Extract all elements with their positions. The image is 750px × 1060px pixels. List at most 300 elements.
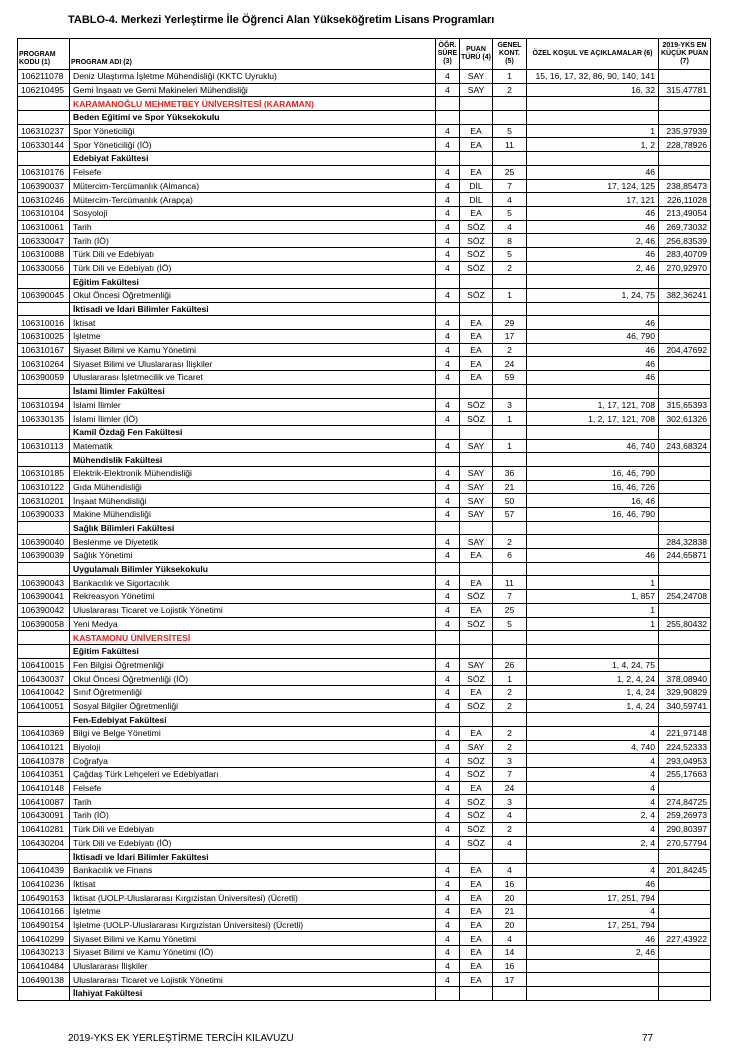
min-score-cell: 270,57794 bbox=[659, 836, 711, 850]
score-type-cell: SAY bbox=[460, 466, 493, 480]
conditions-cell: 1, 4, 24 bbox=[527, 699, 659, 713]
duration-cell: 4 bbox=[436, 590, 460, 604]
conditions-cell: 17, 251, 794 bbox=[527, 918, 659, 932]
header-conditions: ÖZEL KOŞUL VE AÇIKLAMALAR (6) bbox=[527, 39, 659, 70]
program-name-cell: Gıda Mühendisliği bbox=[70, 480, 436, 494]
program-code-cell: 106410087 bbox=[18, 795, 70, 809]
program-name-cell: İşletme bbox=[70, 904, 436, 918]
quota-cell: 6 bbox=[493, 549, 527, 563]
conditions-cell: 1, 2, 17, 121, 708 bbox=[527, 412, 659, 426]
score-type-cell: SÖZ bbox=[460, 795, 493, 809]
program-row bbox=[18, 685, 711, 699]
program-code-cell bbox=[18, 562, 70, 576]
quota-cell: 25 bbox=[493, 603, 527, 617]
duration-cell: 4 bbox=[436, 904, 460, 918]
score-type-cell: SÖZ bbox=[460, 398, 493, 412]
program-code-cell: 106410015 bbox=[18, 658, 70, 672]
quota-cell: 7 bbox=[493, 590, 527, 604]
quota-cell: 7 bbox=[493, 179, 527, 193]
min-score-cell: 255,80432 bbox=[659, 617, 711, 631]
duration-cell: 4 bbox=[436, 795, 460, 809]
program-row bbox=[18, 220, 711, 234]
conditions-cell: 46 bbox=[527, 316, 659, 330]
duration-cell: 4 bbox=[436, 959, 460, 973]
score-type-cell: EA bbox=[460, 576, 493, 590]
program-code-cell: 106310061 bbox=[18, 220, 70, 234]
min-score-cell bbox=[659, 521, 711, 535]
duration-cell: 4 bbox=[436, 918, 460, 932]
quota-cell: 16 bbox=[493, 959, 527, 973]
score-type-cell bbox=[460, 713, 493, 727]
quota-cell: 11 bbox=[493, 138, 527, 152]
score-type-cell bbox=[460, 152, 493, 166]
program-row bbox=[18, 590, 711, 604]
program-code-cell: 106330047 bbox=[18, 234, 70, 248]
duration-cell: 4 bbox=[436, 206, 460, 220]
quota-cell: 21 bbox=[493, 480, 527, 494]
score-type-cell: EA bbox=[460, 371, 493, 385]
duration-cell: 4 bbox=[436, 973, 460, 987]
program-name-cell: Türk Dili ve Edebiyatı bbox=[70, 822, 436, 836]
duration-cell: 4 bbox=[436, 932, 460, 946]
duration-cell bbox=[436, 521, 460, 535]
score-type-cell: EA bbox=[460, 357, 493, 371]
program-code-cell: 106390039 bbox=[18, 549, 70, 563]
program-name-cell: Fen-Edebiyat Fakültesi bbox=[70, 713, 436, 727]
program-row bbox=[18, 83, 711, 97]
program-name-cell: Deniz Ulaştırma İşletme Mühendisliği (KKTC Uyruklu) bbox=[70, 70, 436, 84]
program-row bbox=[18, 439, 711, 453]
conditions-cell bbox=[527, 959, 659, 973]
program-row bbox=[18, 466, 711, 480]
quota-cell bbox=[493, 152, 527, 166]
conditions-cell: 1, 17, 121, 708 bbox=[527, 398, 659, 412]
duration-cell: 4 bbox=[436, 781, 460, 795]
program-name-cell: İslami İlimler bbox=[70, 398, 436, 412]
score-type-cell: EA bbox=[460, 603, 493, 617]
program-code-cell: 106390059 bbox=[18, 371, 70, 385]
program-name-cell: İşletme bbox=[70, 330, 436, 344]
conditions-cell: 46, 790 bbox=[527, 330, 659, 344]
min-score-cell bbox=[659, 165, 711, 179]
program-code-cell: 106211078 bbox=[18, 70, 70, 84]
program-name-cell: İktisat bbox=[70, 877, 436, 891]
quota-cell: 11 bbox=[493, 576, 527, 590]
program-name-cell: Sağlık Yönetimi bbox=[70, 549, 436, 563]
min-score-cell bbox=[659, 466, 711, 480]
conditions-cell: 2, 4 bbox=[527, 836, 659, 850]
program-name-cell: İktisadi ve İdari Bilimler Fakültesi bbox=[70, 850, 436, 864]
quota-cell bbox=[493, 302, 527, 316]
duration-cell: 4 bbox=[436, 165, 460, 179]
program-row bbox=[18, 289, 711, 303]
min-score-cell: 238,85473 bbox=[659, 179, 711, 193]
program-row bbox=[18, 781, 711, 795]
program-name-cell: İslami İlimler Fakültesi bbox=[70, 384, 436, 398]
min-score-cell bbox=[659, 330, 711, 344]
program-name-cell: Beslenme ve Diyetetik bbox=[70, 535, 436, 549]
program-name-cell: Çağdaş Türk Lehçeleri ve Edebiyatları bbox=[70, 768, 436, 782]
min-score-cell: 201,84245 bbox=[659, 863, 711, 877]
score-type-cell: EA bbox=[460, 549, 493, 563]
conditions-cell: 1, 857 bbox=[527, 590, 659, 604]
duration-cell: 4 bbox=[436, 809, 460, 823]
program-name-cell: İslami İlimler (İÖ) bbox=[70, 412, 436, 426]
faculty-row bbox=[18, 713, 711, 727]
conditions-cell: 46 bbox=[527, 247, 659, 261]
quota-cell: 57 bbox=[493, 508, 527, 522]
min-score-cell bbox=[659, 918, 711, 932]
conditions-cell: 4 bbox=[527, 727, 659, 741]
program-code-cell: 106330056 bbox=[18, 261, 70, 275]
program-code-cell bbox=[18, 644, 70, 658]
program-name-cell: Mütercim-Tercümanlık (Almanca) bbox=[70, 179, 436, 193]
min-score-cell: 382,36241 bbox=[659, 289, 711, 303]
header-program-name: PROGRAM ADI (2) bbox=[70, 39, 436, 70]
program-code-cell: 106410484 bbox=[18, 959, 70, 973]
program-code-cell: 106430213 bbox=[18, 946, 70, 960]
score-type-cell: SAY bbox=[460, 494, 493, 508]
header-program-code: PROGRAM KODU (1) bbox=[18, 39, 70, 70]
program-code-cell bbox=[18, 521, 70, 535]
quota-cell: 2 bbox=[493, 685, 527, 699]
score-type-cell: EA bbox=[460, 165, 493, 179]
conditions-cell bbox=[527, 987, 659, 1001]
quota-cell: 20 bbox=[493, 918, 527, 932]
score-type-cell bbox=[460, 384, 493, 398]
conditions-cell: 4 bbox=[527, 781, 659, 795]
header-duration: ÖĞR. SÜRE (3) bbox=[436, 39, 460, 70]
min-score-cell: 213,49054 bbox=[659, 206, 711, 220]
program-row bbox=[18, 247, 711, 261]
program-code-cell: 106430204 bbox=[18, 836, 70, 850]
duration-cell: 4 bbox=[436, 494, 460, 508]
score-type-cell: SÖZ bbox=[460, 220, 493, 234]
score-type-cell: SÖZ bbox=[460, 754, 493, 768]
score-type-cell: EA bbox=[460, 685, 493, 699]
program-code-cell: 106410148 bbox=[18, 781, 70, 795]
min-score-cell: 235,97939 bbox=[659, 124, 711, 138]
quota-cell: 21 bbox=[493, 904, 527, 918]
duration-cell: 4 bbox=[436, 768, 460, 782]
program-code-cell bbox=[18, 453, 70, 467]
program-code-cell: 106390043 bbox=[18, 576, 70, 590]
program-row bbox=[18, 535, 711, 549]
program-row bbox=[18, 699, 711, 713]
program-row bbox=[18, 165, 711, 179]
university-row bbox=[18, 97, 711, 111]
quota-cell: 24 bbox=[493, 357, 527, 371]
score-type-cell: SAY bbox=[460, 480, 493, 494]
quota-cell: 4 bbox=[493, 809, 527, 823]
score-type-cell bbox=[460, 850, 493, 864]
quota-cell: 59 bbox=[493, 371, 527, 385]
program-name-cell: Mühendislik Fakültesi bbox=[70, 453, 436, 467]
program-name-cell: İşletme (UOLP-Uluslararası Kırgızistan Üniversitesi) (Ücretli) bbox=[70, 918, 436, 932]
conditions-cell: 46 bbox=[527, 357, 659, 371]
program-code-cell: 106390041 bbox=[18, 590, 70, 604]
program-row bbox=[18, 822, 711, 836]
quota-cell: 2 bbox=[493, 261, 527, 275]
score-type-cell: EA bbox=[460, 891, 493, 905]
program-code-cell: 106430037 bbox=[18, 672, 70, 686]
duration-cell: 4 bbox=[436, 412, 460, 426]
score-type-cell: EA bbox=[460, 343, 493, 357]
conditions-cell: 1, 24, 75 bbox=[527, 289, 659, 303]
duration-cell: 4 bbox=[436, 685, 460, 699]
program-code-cell: 106330135 bbox=[18, 412, 70, 426]
quota-cell: 5 bbox=[493, 247, 527, 261]
min-score-cell: 228,78926 bbox=[659, 138, 711, 152]
conditions-cell bbox=[527, 644, 659, 658]
conditions-cell bbox=[527, 111, 659, 125]
quota-cell: 4 bbox=[493, 836, 527, 850]
min-score-cell bbox=[659, 302, 711, 316]
conditions-cell: 17, 251, 794 bbox=[527, 891, 659, 905]
program-code-cell: 106390037 bbox=[18, 179, 70, 193]
program-name-cell: Kamil Özdağ Fen Fakültesi bbox=[70, 425, 436, 439]
program-row bbox=[18, 371, 711, 385]
duration-cell: 4 bbox=[436, 727, 460, 741]
program-code-cell: 106410299 bbox=[18, 932, 70, 946]
program-code-cell: 106310237 bbox=[18, 124, 70, 138]
min-score-cell: 315,47781 bbox=[659, 83, 711, 97]
program-row bbox=[18, 179, 711, 193]
quota-cell: 14 bbox=[493, 946, 527, 960]
program-row bbox=[18, 261, 711, 275]
score-type-cell bbox=[460, 275, 493, 289]
program-row bbox=[18, 727, 711, 741]
program-name-cell: Siyaset Bilimi ve Uluslararası İlişkiler bbox=[70, 357, 436, 371]
min-score-cell bbox=[659, 973, 711, 987]
program-name-cell: Okul Öncesi Öğretmenliği bbox=[70, 289, 436, 303]
score-type-cell bbox=[460, 453, 493, 467]
program-row bbox=[18, 836, 711, 850]
program-name-cell: Spor Yöneticiliği bbox=[70, 124, 436, 138]
quota-cell bbox=[493, 644, 527, 658]
min-score-cell: 243,68324 bbox=[659, 439, 711, 453]
min-score-cell bbox=[659, 987, 711, 1001]
min-score-cell: 226,11028 bbox=[659, 193, 711, 207]
conditions-cell bbox=[527, 425, 659, 439]
quota-cell bbox=[493, 987, 527, 1001]
program-code-cell: 106410121 bbox=[18, 740, 70, 754]
program-name-cell: Biyoloji bbox=[70, 740, 436, 754]
min-score-cell bbox=[659, 316, 711, 330]
program-code-cell: 106310122 bbox=[18, 480, 70, 494]
score-type-cell: SÖZ bbox=[460, 590, 493, 604]
conditions-cell bbox=[527, 384, 659, 398]
footer-guide-title: 2019-YKS EK YERLEŞTİRME TERCİH KILAVUZU bbox=[68, 1033, 294, 1044]
conditions-cell: 46 bbox=[527, 220, 659, 234]
program-code-cell: 106410378 bbox=[18, 754, 70, 768]
score-type-cell: SÖZ bbox=[460, 261, 493, 275]
program-row bbox=[18, 234, 711, 248]
quota-cell: 4 bbox=[493, 863, 527, 877]
score-type-cell bbox=[460, 425, 493, 439]
program-code-cell: 106310201 bbox=[18, 494, 70, 508]
conditions-cell: 4 bbox=[527, 863, 659, 877]
min-score-cell bbox=[659, 111, 711, 125]
duration-cell bbox=[436, 850, 460, 864]
program-name-cell: İktisadi ve İdari Bilimler Fakültesi bbox=[70, 302, 436, 316]
min-score-cell bbox=[659, 946, 711, 960]
quota-cell: 2 bbox=[493, 822, 527, 836]
duration-cell: 4 bbox=[436, 946, 460, 960]
conditions-cell: 46 bbox=[527, 877, 659, 891]
program-name-cell: Rekreasyon Yönetimi bbox=[70, 590, 436, 604]
program-row bbox=[18, 809, 711, 823]
conditions-cell bbox=[527, 562, 659, 576]
min-score-cell bbox=[659, 275, 711, 289]
score-type-cell bbox=[460, 97, 493, 111]
duration-cell: 4 bbox=[436, 836, 460, 850]
duration-cell: 4 bbox=[436, 138, 460, 152]
program-code-cell bbox=[18, 713, 70, 727]
program-row bbox=[18, 904, 711, 918]
program-row bbox=[18, 508, 711, 522]
quota-cell: 2 bbox=[493, 535, 527, 549]
duration-cell: 4 bbox=[436, 754, 460, 768]
quota-cell: 1 bbox=[493, 672, 527, 686]
duration-cell: 4 bbox=[436, 220, 460, 234]
quota-cell: 5 bbox=[493, 124, 527, 138]
quota-cell bbox=[493, 384, 527, 398]
min-score-cell bbox=[659, 384, 711, 398]
program-name-cell: Bankacılık ve Finans bbox=[70, 863, 436, 877]
faculty-row bbox=[18, 111, 711, 125]
duration-cell bbox=[436, 97, 460, 111]
program-name-cell: Uluslararası İlişkiler bbox=[70, 959, 436, 973]
quota-cell: 24 bbox=[493, 781, 527, 795]
program-code-cell: 106310025 bbox=[18, 330, 70, 344]
min-score-cell bbox=[659, 658, 711, 672]
quota-cell: 2 bbox=[493, 83, 527, 97]
min-score-cell: 283,40709 bbox=[659, 247, 711, 261]
duration-cell: 4 bbox=[436, 289, 460, 303]
conditions-cell: 4 bbox=[527, 904, 659, 918]
duration-cell: 4 bbox=[436, 439, 460, 453]
duration-cell: 4 bbox=[436, 343, 460, 357]
min-score-cell: 269,73032 bbox=[659, 220, 711, 234]
min-score-cell: 340,59741 bbox=[659, 699, 711, 713]
quota-cell bbox=[493, 425, 527, 439]
faculty-row bbox=[18, 384, 711, 398]
quota-cell: 4 bbox=[493, 932, 527, 946]
conditions-cell: 16, 32 bbox=[527, 83, 659, 97]
faculty-row bbox=[18, 152, 711, 166]
program-name-cell: Tarih (İÖ) bbox=[70, 809, 436, 823]
conditions-cell bbox=[527, 302, 659, 316]
score-type-cell: EA bbox=[460, 863, 493, 877]
duration-cell: 4 bbox=[436, 316, 460, 330]
duration-cell: 4 bbox=[436, 247, 460, 261]
faculty-row bbox=[18, 302, 711, 316]
faculty-row bbox=[18, 453, 711, 467]
program-row bbox=[18, 316, 711, 330]
min-score-cell bbox=[659, 891, 711, 905]
program-name-cell: Siyaset Bilimi ve Kamu Yönetimi (İÖ) bbox=[70, 946, 436, 960]
program-name-cell: Makine Mühendisliği bbox=[70, 508, 436, 522]
program-name-cell: Tarih bbox=[70, 795, 436, 809]
quota-cell: 8 bbox=[493, 234, 527, 248]
duration-cell: 4 bbox=[436, 83, 460, 97]
conditions-cell: 46 bbox=[527, 206, 659, 220]
program-code-cell: 106310194 bbox=[18, 398, 70, 412]
score-type-cell: EA bbox=[460, 959, 493, 973]
header-min-score: 2019-YKS EN KÜÇÜK PUAN (7) bbox=[659, 39, 711, 70]
duration-cell: 4 bbox=[436, 576, 460, 590]
score-type-cell: EA bbox=[460, 124, 493, 138]
program-name-cell: Uluslararası İşletmecilik ve Ticaret bbox=[70, 371, 436, 385]
quota-cell: 2 bbox=[493, 740, 527, 754]
score-type-cell: SÖZ bbox=[460, 822, 493, 836]
min-score-cell bbox=[659, 713, 711, 727]
program-code-cell: 106490138 bbox=[18, 973, 70, 987]
conditions-cell: 4 bbox=[527, 754, 659, 768]
conditions-cell bbox=[527, 535, 659, 549]
conditions-cell: 4 bbox=[527, 768, 659, 782]
duration-cell: 4 bbox=[436, 617, 460, 631]
program-name-cell: Elektrik-Elektronik Mühendisliği bbox=[70, 466, 436, 480]
program-code-cell: 106490154 bbox=[18, 918, 70, 932]
conditions-cell bbox=[527, 275, 659, 289]
min-score-cell bbox=[659, 152, 711, 166]
quota-cell: 5 bbox=[493, 206, 527, 220]
conditions-cell: 46 bbox=[527, 165, 659, 179]
program-name-cell: Sınıf Öğretmenliği bbox=[70, 685, 436, 699]
score-type-cell: SAY bbox=[460, 439, 493, 453]
conditions-cell: 1 bbox=[527, 124, 659, 138]
conditions-cell: 16, 46 bbox=[527, 494, 659, 508]
min-score-cell: 302,61326 bbox=[659, 412, 711, 426]
program-code-cell: 106410281 bbox=[18, 822, 70, 836]
duration-cell: 4 bbox=[436, 672, 460, 686]
conditions-cell: 15, 16, 17, 32, 86, 90, 140, 141 bbox=[527, 70, 659, 84]
score-type-cell: DİL bbox=[460, 179, 493, 193]
score-type-cell bbox=[460, 562, 493, 576]
program-code-cell: 106430091 bbox=[18, 809, 70, 823]
program-code-cell: 106410351 bbox=[18, 768, 70, 782]
duration-cell: 4 bbox=[436, 357, 460, 371]
program-name-cell: Sosyal Bilgiler Öğretmenliği bbox=[70, 699, 436, 713]
program-row bbox=[18, 658, 711, 672]
conditions-cell bbox=[527, 453, 659, 467]
duration-cell bbox=[436, 713, 460, 727]
program-code-cell: 106390045 bbox=[18, 289, 70, 303]
program-row bbox=[18, 576, 711, 590]
min-score-cell bbox=[659, 603, 711, 617]
duration-cell bbox=[436, 425, 460, 439]
quota-cell: 1 bbox=[493, 289, 527, 303]
duration-cell: 4 bbox=[436, 371, 460, 385]
program-code-cell: 106410166 bbox=[18, 904, 70, 918]
min-score-cell: 244,65871 bbox=[659, 549, 711, 563]
duration-cell: 4 bbox=[436, 179, 460, 193]
score-type-cell: EA bbox=[460, 877, 493, 891]
min-score-cell bbox=[659, 425, 711, 439]
duration-cell: 4 bbox=[436, 699, 460, 713]
conditions-cell: 2, 4 bbox=[527, 809, 659, 823]
min-score-cell: 274,84725 bbox=[659, 795, 711, 809]
header-quota: GENEL KONT. (5) bbox=[493, 39, 527, 70]
program-code-cell: 106390033 bbox=[18, 508, 70, 522]
duration-cell: 4 bbox=[436, 466, 460, 480]
score-type-cell: SÖZ bbox=[460, 836, 493, 850]
program-name-cell: Yeni Medya bbox=[70, 617, 436, 631]
program-code-cell bbox=[18, 631, 70, 645]
page-title: TABLO-4. Merkezi Yerleştirme İle Öğrenci Alan Yükseköğretim Lisans Programları bbox=[68, 14, 495, 26]
